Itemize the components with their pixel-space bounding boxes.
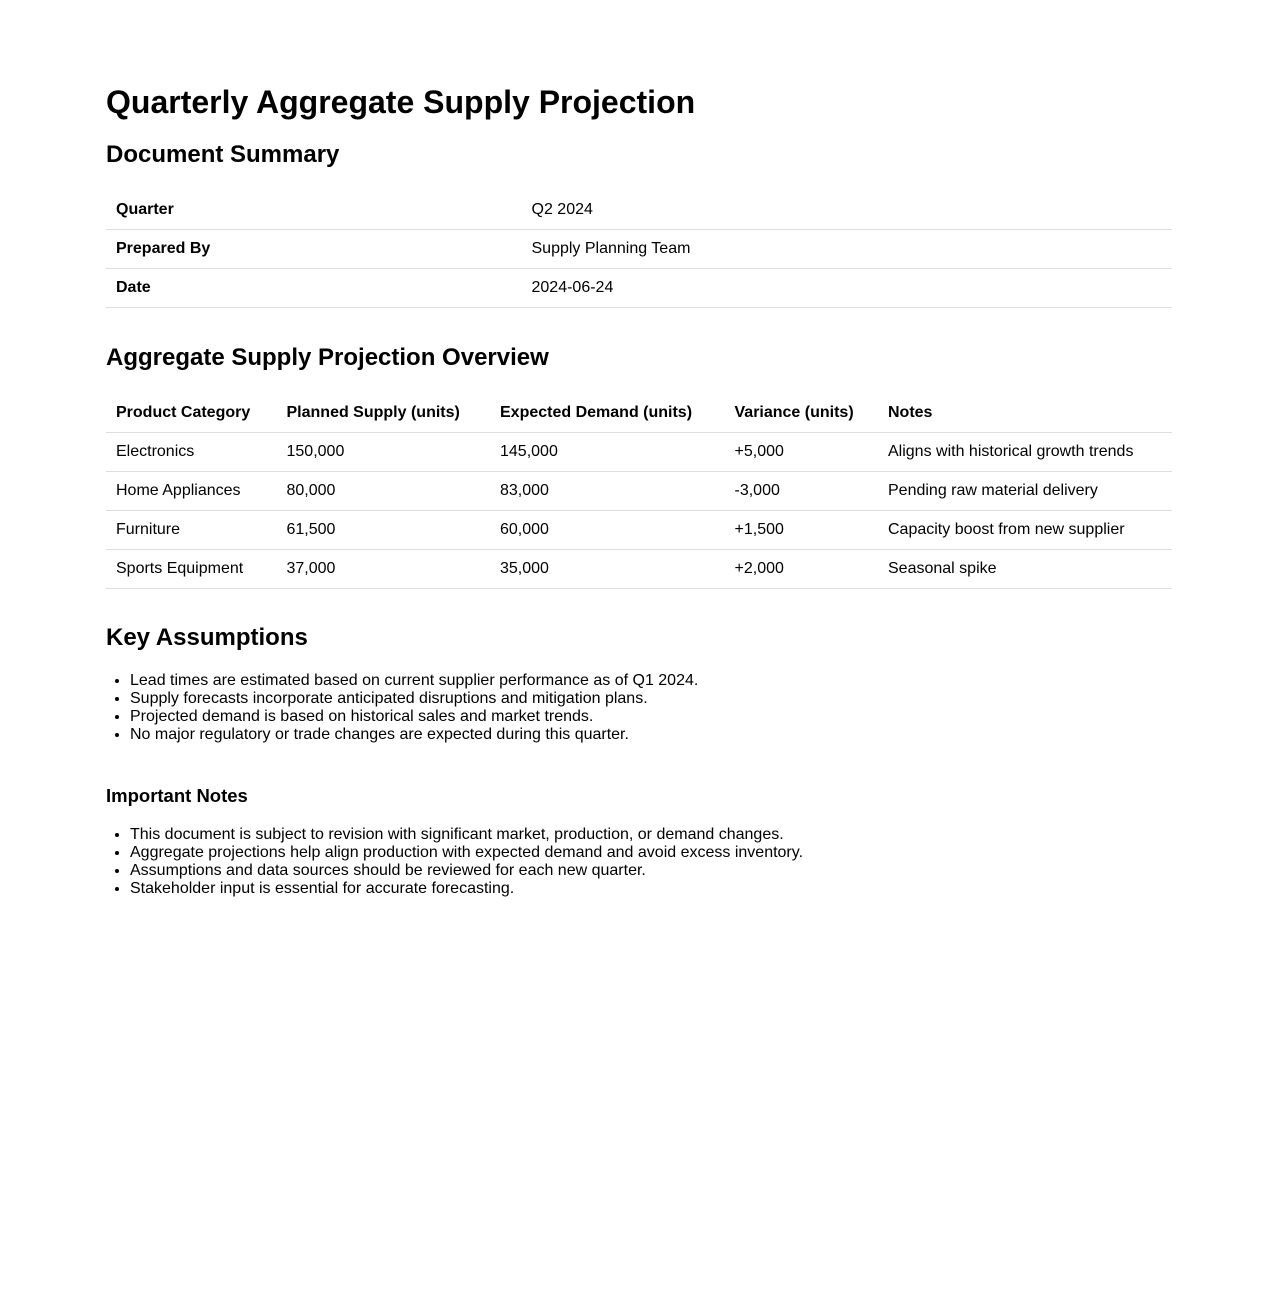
table-cell: 83,000 bbox=[490, 472, 725, 511]
table-row bbox=[106, 433, 1172, 472]
table-cell: Sports Equipment bbox=[106, 550, 277, 589]
table-row bbox=[106, 472, 1172, 511]
list-item: • Lead times are estimated based on current supplier performance as of Q1 2024. bbox=[130, 672, 1172, 690]
table-cell: Capacity boost from new supplier bbox=[878, 511, 1172, 550]
summary-table bbox=[106, 191, 1172, 308]
list-item: • Stakeholder input is essential for accurate forecasting. bbox=[130, 880, 1172, 898]
table-cell: -3,000 bbox=[725, 472, 879, 511]
column-header: Variance (units) bbox=[725, 394, 879, 433]
table-cell: +5,000 bbox=[725, 433, 879, 472]
table-cell: 37,000 bbox=[277, 550, 491, 589]
assumptions-heading: Key Assumptions bbox=[106, 624, 308, 651]
list-item: • Projected demand is based on historical sales and market trends. bbox=[130, 708, 1172, 726]
table-cell: Home Appliances bbox=[106, 472, 277, 511]
summary-label: Prepared By bbox=[106, 230, 522, 269]
column-header: Product Category bbox=[106, 394, 277, 433]
summary-row bbox=[106, 230, 1172, 269]
notes-list bbox=[106, 826, 1172, 898]
table-cell: Aligns with historical growth trends bbox=[878, 433, 1172, 472]
summary-label: Quarter bbox=[106, 191, 522, 230]
summary-heading: Document Summary bbox=[106, 141, 340, 168]
summary-row bbox=[106, 191, 1172, 230]
table-cell: Electronics bbox=[106, 433, 277, 472]
summary-value: Q2 2024 bbox=[522, 191, 1173, 230]
table-row bbox=[106, 550, 1172, 589]
summary-label: Date bbox=[106, 269, 522, 308]
table-cell: Furniture bbox=[106, 511, 277, 550]
list-item: • Assumptions and data sources should be reviewed for each new quarter. bbox=[130, 862, 1172, 880]
table-cell: 150,000 bbox=[277, 433, 491, 472]
table-cell: +2,000 bbox=[725, 550, 879, 589]
list-item: • Supply forecasts incorporate anticipated disruptions and mitigation plans. bbox=[130, 690, 1172, 708]
table-header-row bbox=[106, 394, 1172, 433]
table-cell: 80,000 bbox=[277, 472, 491, 511]
table-row bbox=[106, 511, 1172, 550]
column-header: Expected Demand (units) bbox=[490, 394, 725, 433]
summary-row bbox=[106, 269, 1172, 308]
column-header: Notes bbox=[878, 394, 1172, 433]
notes-heading: Important Notes bbox=[106, 785, 248, 806]
overview-table bbox=[106, 394, 1172, 589]
table-cell: 145,000 bbox=[490, 433, 725, 472]
summary-value: Supply Planning Team bbox=[522, 230, 1173, 269]
table-cell: +1,500 bbox=[725, 511, 879, 550]
table-cell: Pending raw material delivery bbox=[878, 472, 1172, 511]
summary-value: 2024-06-24 bbox=[522, 269, 1173, 308]
list-item: • No major regulatory or trade changes are expected during this quarter. bbox=[130, 726, 1172, 744]
table-cell: 35,000 bbox=[490, 550, 725, 589]
table-cell: 61,500 bbox=[277, 511, 491, 550]
assumptions-list bbox=[106, 672, 1172, 744]
list-item: • This document is subject to revision with significant market, production, or demand changes. bbox=[130, 826, 1172, 844]
overview-heading: Aggregate Supply Projection Overview bbox=[106, 344, 549, 371]
table-cell: 60,000 bbox=[490, 511, 725, 550]
column-header: Planned Supply (units) bbox=[277, 394, 491, 433]
list-item: • Aggregate projections help align production with expected demand and avoid excess inventory. bbox=[130, 844, 1172, 862]
document-title: Quarterly Aggregate Supply Projection bbox=[106, 84, 696, 120]
table-cell: Seasonal spike bbox=[878, 550, 1172, 589]
